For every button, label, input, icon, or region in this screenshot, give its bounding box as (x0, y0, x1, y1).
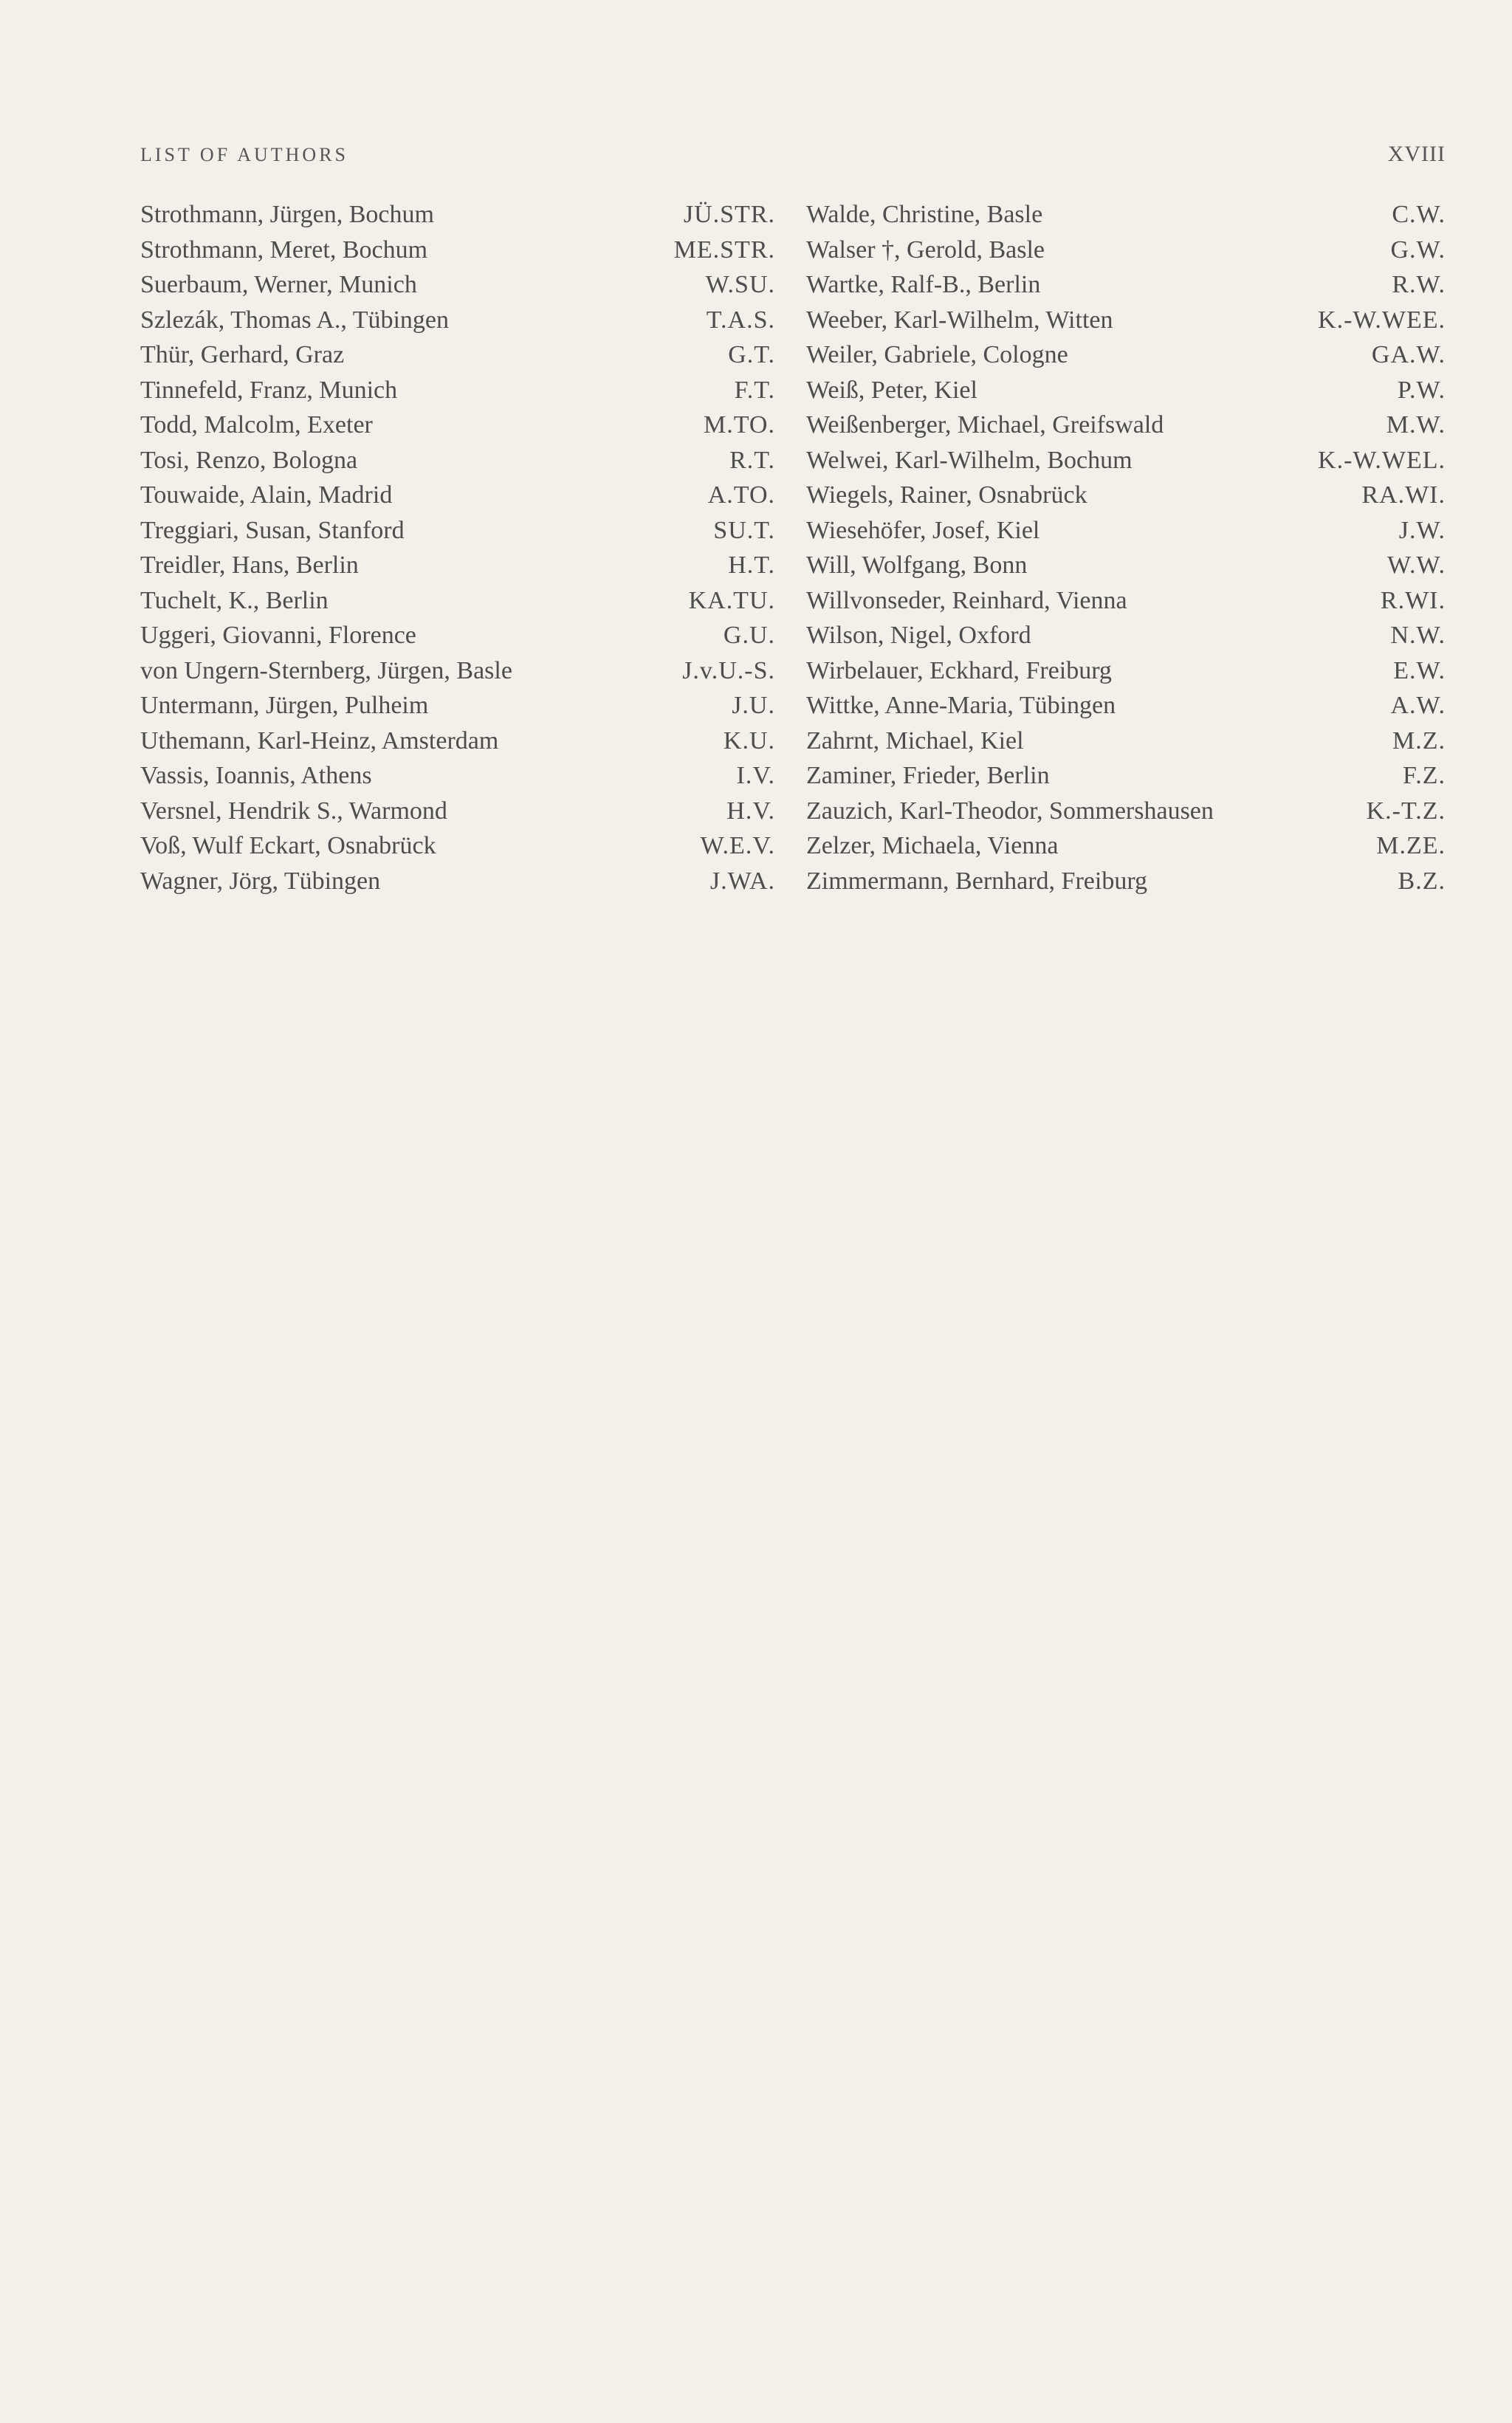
author-abbreviation: T.A.S. (706, 306, 775, 334)
author-entry (140, 233, 775, 268)
author-entry (806, 267, 1446, 303)
author-name: Vassis, Ioannis, Athens (140, 762, 372, 789)
page-number: XVIII (1387, 142, 1446, 166)
author-abbreviation: K.-T.Z. (1366, 797, 1446, 825)
author-name: Welwei, Karl-Wilhelm, Bochum (806, 446, 1133, 474)
author-entry (140, 688, 775, 724)
author-name: Wiesehöfer, Josef, Kiel (806, 516, 1040, 544)
author-entry (140, 513, 775, 549)
author-name: Treggiari, Susan, Stanford (140, 516, 405, 544)
author-abbreviation: P.W. (1397, 376, 1446, 404)
author-name: Tosi, Renzo, Bologna (140, 446, 358, 474)
author-abbreviation: K.-W.WEL. (1318, 446, 1446, 474)
author-abbreviation: M.W. (1386, 411, 1446, 439)
author-entry (140, 443, 775, 478)
author-name: Uggeri, Giovanni, Florence (140, 622, 416, 649)
author-entry (806, 618, 1446, 653)
author-name: Tuchelt, K., Berlin (140, 586, 329, 614)
author-abbreviation: M.TO. (704, 411, 775, 439)
author-name: Tinnefeld, Franz, Munich (140, 376, 398, 404)
author-abbreviation: GA.W. (1371, 341, 1446, 368)
author-entry (806, 758, 1446, 794)
author-abbreviation: SU.T. (713, 516, 775, 544)
author-abbreviation: C.W. (1392, 201, 1446, 228)
author-name: Szlezák, Thomas A., Tübingen (140, 306, 450, 334)
author-abbreviation: B.Z. (1398, 867, 1446, 895)
author-abbreviation: R.W. (1392, 271, 1446, 298)
author-entry (806, 373, 1446, 408)
author-entry (806, 864, 1446, 899)
author-name: Walser †, Gerold, Basle (806, 236, 1045, 264)
author-entry (806, 548, 1446, 583)
author-entry (806, 443, 1446, 478)
author-abbreviation: J.U. (732, 692, 775, 719)
page (140, 0, 1446, 2423)
author-entry (806, 828, 1446, 864)
author-entry (140, 478, 775, 513)
author-abbreviation: K.-W.WEE. (1318, 306, 1446, 334)
author-abbreviation: G.U. (723, 622, 775, 649)
author-name: Willvonseder, Reinhard, Vienna (806, 586, 1127, 614)
author-name: Zelzer, Michaela, Vienna (806, 832, 1059, 859)
author-name: Weeber, Karl-Wilhelm, Witten (806, 306, 1113, 334)
author-abbreviation: KA.TU. (688, 586, 775, 614)
author-abbreviation: J.WA. (709, 867, 775, 895)
author-abbreviation: A.TO. (707, 481, 775, 509)
author-abbreviation: RA.WI. (1361, 481, 1446, 509)
author-abbreviation: G.T. (728, 341, 775, 368)
author-columns (140, 197, 1446, 898)
author-name: Zaminer, Frieder, Berlin (806, 762, 1050, 789)
author-entry (140, 828, 775, 864)
author-name: Voß, Wulf Eckart, Osnabrück (140, 832, 436, 859)
author-name: Todd, Malcolm, Exeter (140, 411, 373, 439)
author-entry (140, 408, 775, 443)
author-entry (806, 303, 1446, 338)
author-abbreviation: I.V. (736, 762, 775, 789)
author-abbreviation: H.T. (728, 551, 775, 579)
author-abbreviation: A.W. (1390, 692, 1446, 719)
author-entry (140, 267, 775, 303)
author-abbreviation: K.U. (723, 726, 775, 755)
author-name: Touwaide, Alain, Madrid (140, 481, 393, 509)
running-header-title: LIST OF AUTHORS (140, 144, 349, 165)
author-entry (140, 337, 775, 373)
author-abbreviation: N.W. (1390, 622, 1446, 649)
author-entry (140, 864, 775, 899)
author-entry (806, 233, 1446, 268)
author-abbreviation: JÜ.STR. (683, 201, 775, 228)
author-abbreviation: R.T. (729, 446, 775, 474)
author-name: Weißenberger, Michael, Greifswald (806, 411, 1164, 439)
author-abbreviation: W.W. (1387, 551, 1446, 579)
author-name: Uthemann, Karl-Heinz, Amsterdam (140, 726, 499, 755)
author-entry (140, 653, 775, 689)
author-name: von Ungern-Sternberg, Jürgen, Basle (140, 656, 512, 684)
author-entry (140, 794, 775, 829)
author-entry (140, 618, 775, 653)
author-name: Will, Wolfgang, Bonn (806, 551, 1028, 579)
author-name: Wartke, Ralf-B., Berlin (806, 271, 1041, 298)
author-entry (140, 583, 775, 619)
author-entry (806, 478, 1446, 513)
author-name: Zauzich, Karl-Theodor, Sommershausen (806, 797, 1214, 825)
author-name: Zahrnt, Michael, Kiel (806, 726, 1024, 755)
author-entry (140, 373, 775, 408)
author-abbreviation: ME.STR. (673, 236, 775, 264)
author-name: Walde, Christine, Basle (806, 201, 1043, 228)
left-author-column (140, 197, 775, 898)
author-entry (140, 303, 775, 338)
author-abbreviation: J.W. (1398, 516, 1446, 544)
author-entry (140, 758, 775, 794)
author-abbreviation: M.ZE. (1376, 832, 1446, 859)
author-abbreviation: E.W. (1393, 656, 1446, 684)
author-name: Wagner, Jörg, Tübingen (140, 867, 381, 895)
author-entry (806, 688, 1446, 724)
author-entry (806, 337, 1446, 373)
author-name: Untermann, Jürgen, Pulheim (140, 692, 429, 719)
author-name: Treidler, Hans, Berlin (140, 551, 359, 579)
author-name: Suerbaum, Werner, Munich (140, 271, 417, 298)
author-name: Wirbelauer, Eckhard, Freiburg (806, 656, 1112, 684)
author-entry (806, 794, 1446, 829)
author-abbreviation: J.v.U.-S. (682, 656, 775, 684)
author-name: Wilson, Nigel, Oxford (806, 622, 1031, 649)
author-abbreviation: W.SU. (705, 271, 775, 298)
author-name: Wiegels, Rainer, Osnabrück (806, 481, 1087, 509)
author-entry (140, 197, 775, 233)
author-entry (140, 548, 775, 583)
author-name: Wittke, Anne-Maria, Tübingen (806, 692, 1116, 719)
running-header (140, 142, 1446, 168)
author-entry (806, 197, 1446, 233)
author-abbreviation: R.WI. (1380, 586, 1446, 614)
author-entry (806, 583, 1446, 619)
author-abbreviation: F.Z. (1403, 762, 1446, 789)
author-entry (806, 653, 1446, 689)
author-entry (806, 513, 1446, 549)
author-abbreviation: H.V. (726, 797, 775, 825)
author-entry (806, 724, 1446, 759)
author-name: Thür, Gerhard, Graz (140, 341, 345, 368)
author-name: Weiler, Gabriele, Cologne (806, 341, 1068, 368)
author-name: Strothmann, Meret, Bochum (140, 236, 428, 264)
author-abbreviation: G.W. (1390, 236, 1446, 264)
author-entry (140, 724, 775, 759)
author-entry (806, 408, 1446, 443)
author-name: Strothmann, Jürgen, Bochum (140, 201, 434, 228)
author-name: Zimmermann, Bernhard, Freiburg (806, 867, 1148, 895)
right-author-column (806, 197, 1446, 898)
author-name: Weiß, Peter, Kiel (806, 376, 977, 404)
author-abbreviation: M.Z. (1392, 726, 1446, 755)
author-name: Versnel, Hendrik S., Warmond (140, 797, 447, 825)
author-abbreviation: F.T. (734, 376, 775, 404)
author-abbreviation: W.E.V. (700, 832, 775, 859)
